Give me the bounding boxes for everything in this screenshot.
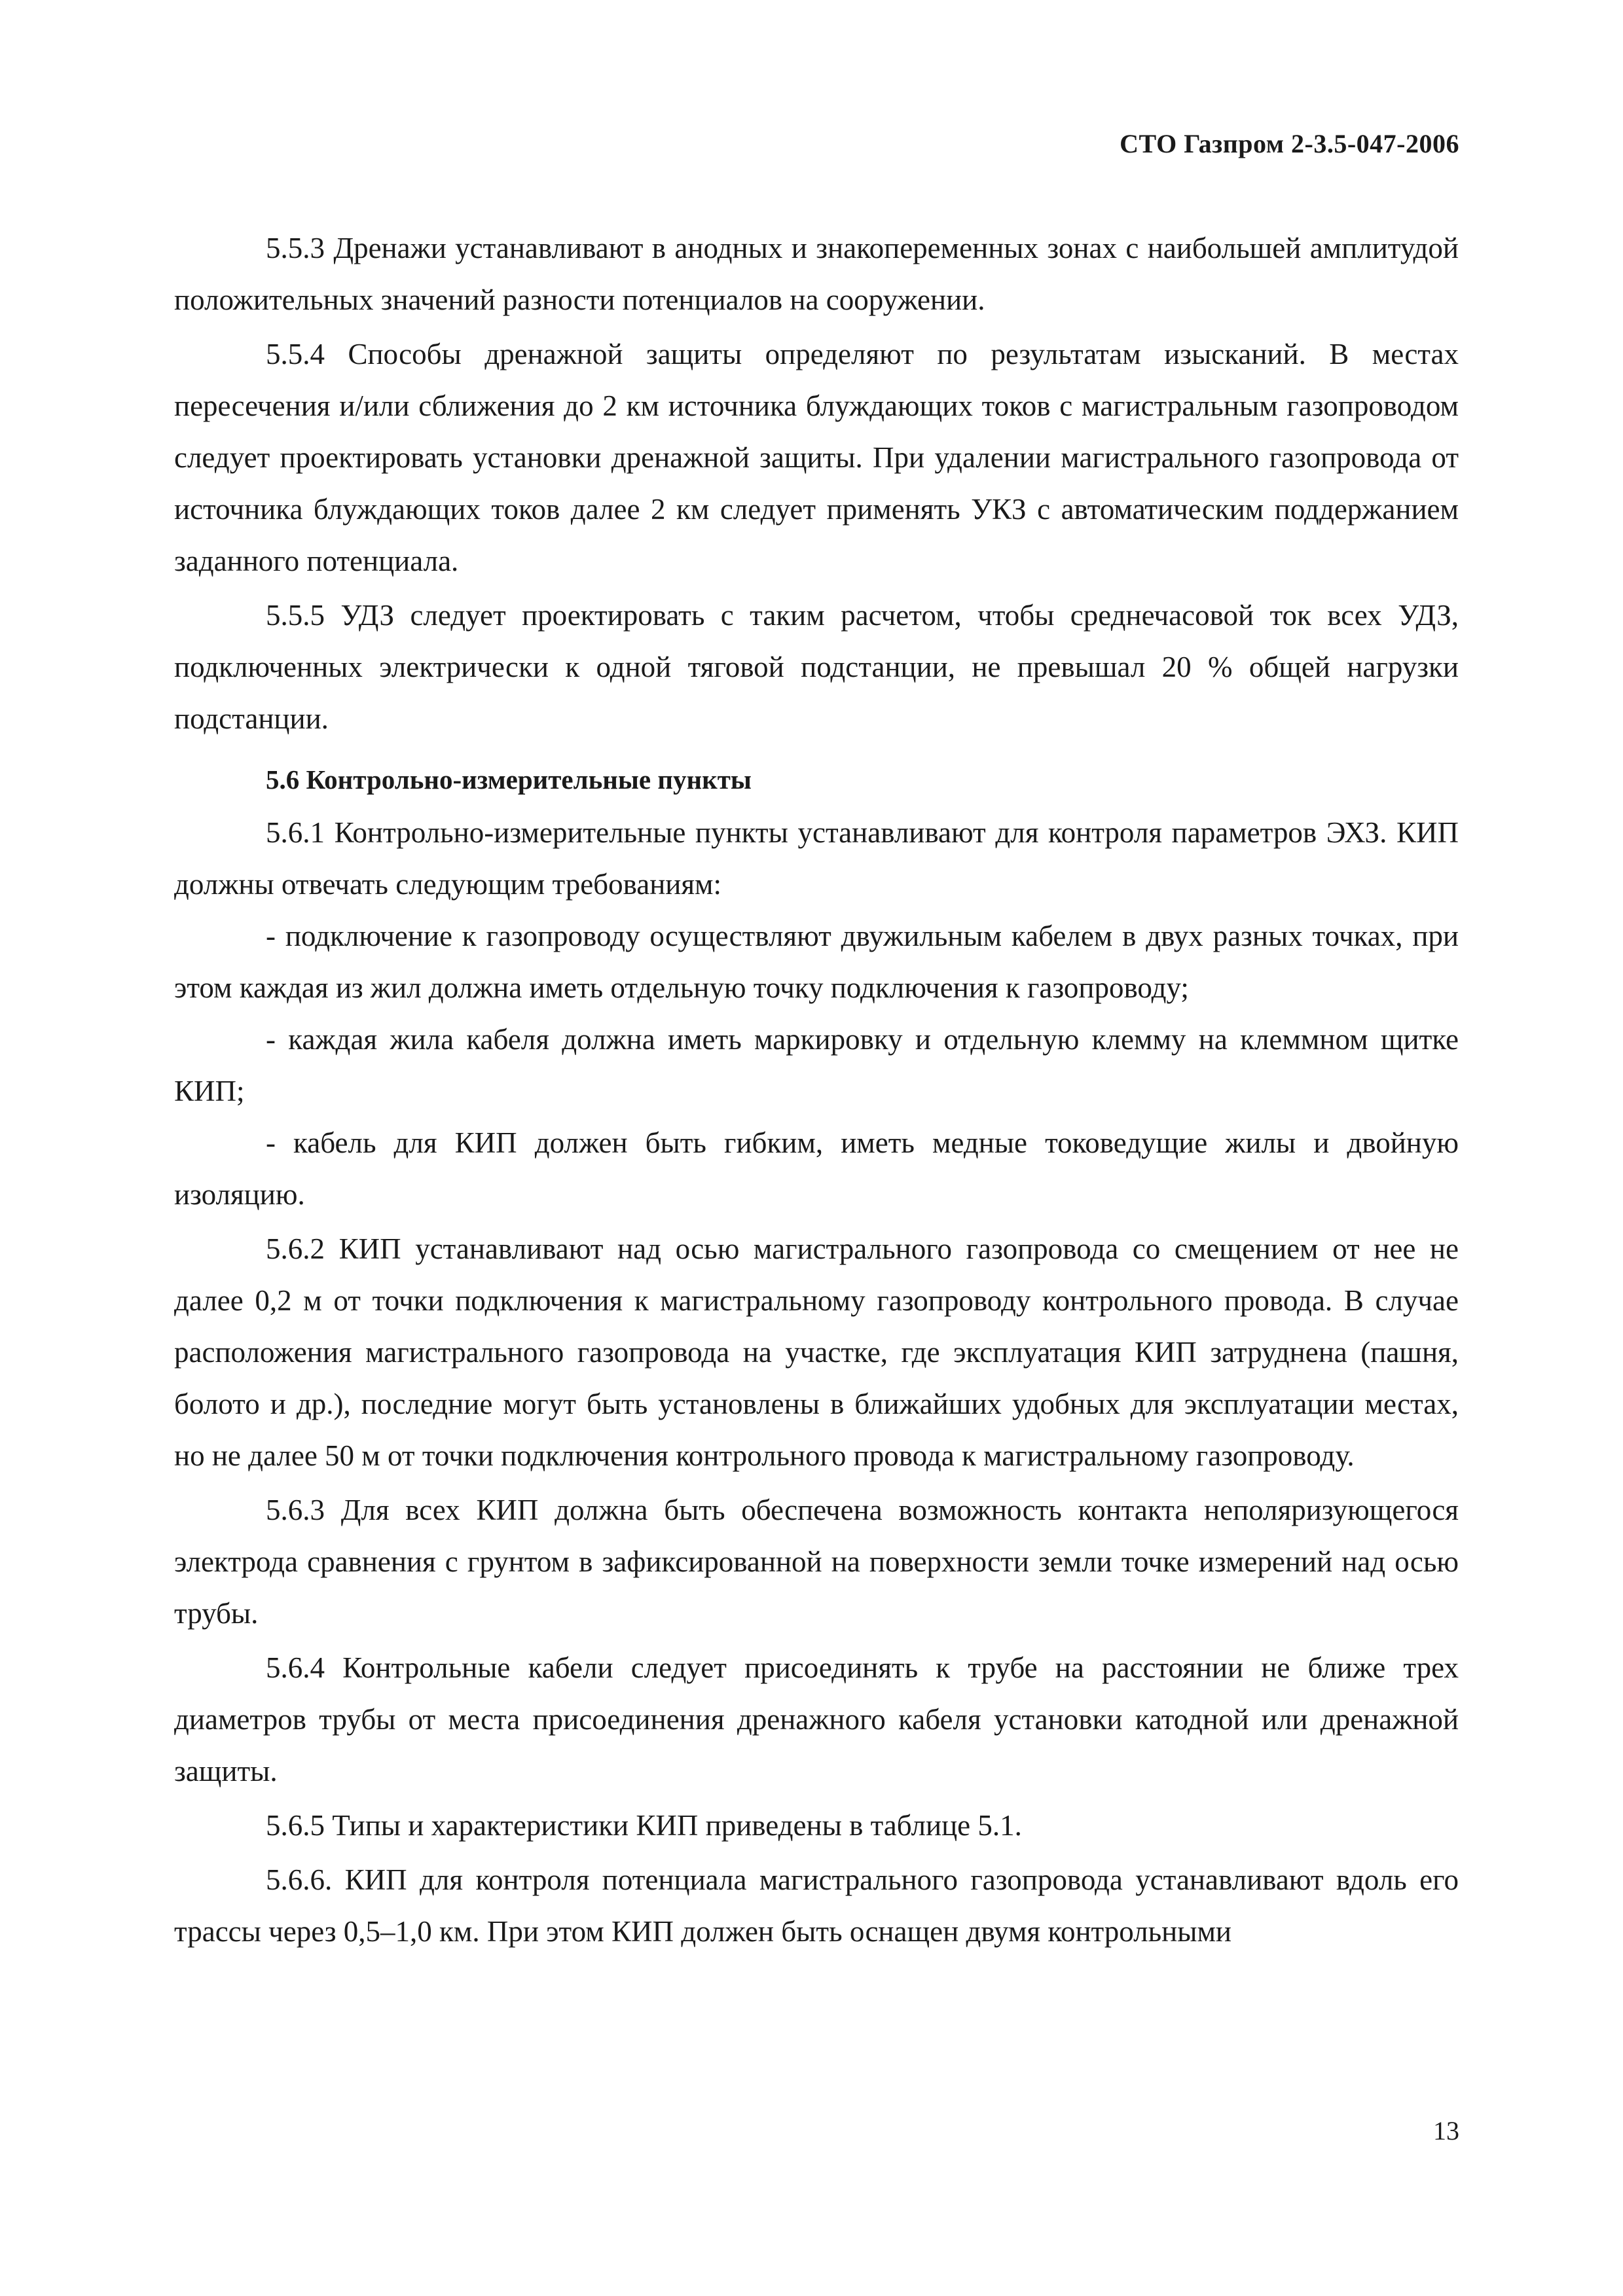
paragraph-5-5-4: 5.5.4 Способы дренажной защиты определяют по результатам изысканий. В местах пересечения и/или сближения до 2 км источника блуждающих токов с магистральным газопроводом следует проектировать установки дренажной защиты. При удалении магистрального газопровода от источника блуждающих токов далее 2 км следует применять УКЗ с автоматическим поддержанием заданного потенциала. — [174, 338, 1459, 577]
document-code-header: СТО Газпром 2-3.5-047-2006 — [1120, 129, 1459, 158]
paragraph-5-6-6: 5.6.6. КИП для контроля потенциала магистрального газопровода устанавливают вдоль его трассы через 0,5–1,0 км. При этом КИП должен быть оснащен двумя контрольными — [174, 1863, 1459, 1948]
paragraph-5-5-3: 5.5.3 Дренажи устанавливают в анодных и знакопеременных зонах с наибольшей амплитудой положительных значений разности потенциалов на сооружении. — [174, 232, 1459, 316]
paragraph-5-6-2: 5.6.2 КИП устанавливают над осью магистрального газопровода со смещением от нее не далее 0,2 м от точки подключения к магистральному газопроводу контрольного провода. В случае расположения магистрального газопровода на участке, где эксплуатация КИП затруднена (пашня, болото и др.), последние могут быть установлены в ближайших удобных для эксплуатации местах, но не далее 50 м от точки подключения контрольного провода к магистральному газопроводу. — [174, 1232, 1459, 1472]
list-item-cable: - кабель для КИП должен быть гибким, иметь медные токоведущие жилы и двойную изоляцию. — [174, 1126, 1459, 1211]
paragraph-5-6-5: 5.6.5 Типы и характеристики КИП приведены в таблице 5.1. — [266, 1809, 1022, 1842]
paragraph-5-6-3: 5.6.3 Для всех КИП должна быть обеспечена возможность контакта неполяризующегося электрода сравнения с грунтом в зафиксированной на поверхности земли точке измерений над осью трубы. — [174, 1494, 1459, 1630]
paragraph-5-6-4: 5.6.4 Контрольные кабели следует присоединять к трубе на расстоянии не ближе трех диаметров трубы от места присоединения дренажного кабеля установки катодной или дренажной защиты. — [174, 1651, 1459, 1787]
section-heading: 5.6 Контрольно-измерительные пункты — [266, 764, 752, 795]
list-item-connection: - подключение к газопроводу осуществляют двужильным кабелем в двух разных точках, при этом каждая из жил должна иметь отдельную точку подключения к газопроводу; — [174, 920, 1459, 1004]
paragraph-5-5-5: 5.5.5 УДЗ следует проектировать с таким расчетом, чтобы среднечасовой ток всех УДЗ, подключенных электрически к одной тяговой подстанции, не превышал 20 % общей нагрузки подстанции. — [174, 599, 1459, 735]
paragraph-5-6-1: 5.6.1 Контрольно-измерительные пункты устанавливают для контроля параметров ЭХЗ. КИП должны отвечать следующим требованиям: — [174, 816, 1459, 901]
page-body — [174, 223, 1459, 1958]
list-item-marking: - каждая жила кабеля должна иметь маркировку и отдельную клемму на клеммном щитке КИП; — [174, 1023, 1459, 1107]
page-number: 13 — [1433, 2116, 1459, 2145]
